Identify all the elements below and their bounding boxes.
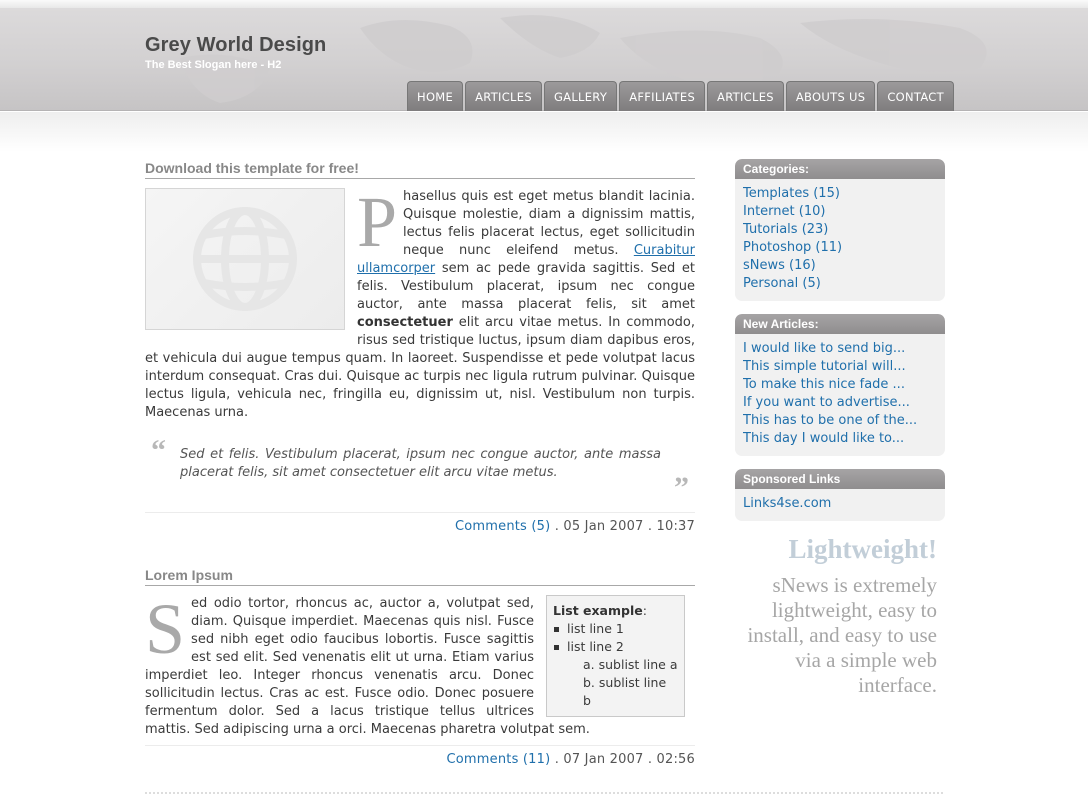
category-link[interactable]: Photoshop (11) (743, 240, 843, 255)
sidebar (735, 159, 945, 698)
post-date: . 05 Jan 2007 . 10:37 (554, 519, 695, 534)
category-link[interactable]: Tutorials (23) (743, 222, 829, 237)
article-link[interactable]: This day I would like to... (743, 431, 905, 446)
bold-text: consectetuer (357, 315, 453, 330)
site-title[interactable]: Grey World Design (145, 34, 327, 56)
nav-articles-2[interactable]: ARTICLES (707, 81, 784, 111)
close-quote-icon: ” (674, 471, 689, 504)
post-meta (145, 745, 695, 767)
bullet-list (553, 620, 678, 656)
post-body (145, 182, 695, 422)
list-example-box (546, 595, 685, 717)
quote-text: Sed et felis. Vestibulum placerat, ipsum nec congue auctor, ante massa placerat felis, sit amet consectetuer elit arcu vitae metus. (180, 447, 661, 480)
list-item: list line 2 (553, 638, 678, 656)
post-lorem-ipsum (145, 567, 695, 767)
globe-icon (170, 199, 320, 319)
curabitur-link[interactable]: Curabitur ullamcorper (357, 243, 695, 276)
category-link[interactable]: Personal (5) (743, 276, 821, 291)
post-date: . 07 Jan 2007 . 02:56 (554, 752, 695, 767)
promo-title: Lightweight! (788, 534, 937, 564)
footer-divider (145, 792, 943, 794)
open-quote-icon: “ (151, 434, 166, 467)
sublist-item: b. sublist line b (583, 675, 667, 708)
nav-home[interactable]: HOME (407, 81, 463, 111)
list-item: list line 1 (553, 620, 678, 638)
categories-title: Categories: (735, 159, 945, 179)
categories-list (735, 179, 945, 301)
main-content (145, 160, 695, 767)
post-download-template (145, 160, 695, 534)
post-title[interactable]: Lorem Ipsum (145, 567, 695, 586)
article-link[interactable]: This simple tutorial will... (743, 359, 906, 374)
post-meta (145, 512, 695, 534)
post-title[interactable]: Download this template for free! (145, 160, 695, 179)
dropcap-letter: P (357, 182, 398, 262)
post-text: ed odio tortor, rhoncus ac, auctor a, volutpat sed, diam. Quisque imperdiet. Maecenas quis nisl. Fusce sed nibh eget odio faucibus lobortis. Fusce sagittis est sed elit. Sed venenatis elit ut urna. Etiam varius imperdiet leo. Integer rhoncus venenatis arcu. Donec sollicitudin lectus. Cras ac est. Fusce odio. Donec posuere fermentum dolor. Sed a lacus tristique tellus ultrices mattis. Sed adipiscing urna a orci. Maecenas pharetra volutpat sem. (145, 596, 590, 737)
category-link[interactable]: sNews (16) (743, 258, 816, 273)
post-text-2: sem ac pede gravida sagittis. Sed et felis. Vestibulum placerat, ipsum nec congue auctor, ante massa placerat felis, sit amet (357, 261, 695, 312)
comments-link[interactable]: Comments (5) (454, 519, 551, 534)
article-link[interactable]: I would like to send big... (743, 341, 906, 356)
post-thumbnail (145, 188, 345, 330)
categories-box (735, 159, 945, 301)
post-text-3: elit arcu vitae metus. In commodo, risus sed tristique luctus, ipsum diam dapibus eros, et vehicula dui augue tempus quam. In laoreet. Suspendisse et pede volutpat lacus interdum consequat. Cras dui. Quisque ac turpis nec ligula rutrum pulvinar. Quisque lectus ligula, vehicula nec, fringilla eu, dignissim ut, nisl. Vestibulum non turpis. Maecenas urna. (145, 315, 695, 420)
new-articles-title: New Articles: (735, 314, 945, 334)
nav-gallery[interactable]: GALLERY (544, 81, 617, 111)
nav-contact[interactable]: CONTACT (877, 81, 954, 111)
new-articles-list (735, 334, 945, 456)
comments-link[interactable]: Comments (11) (446, 752, 551, 767)
nav-articles[interactable]: ARTICLES (465, 81, 542, 111)
list-title: List example: (553, 603, 647, 618)
sublist-item: a. sublist line a (583, 657, 678, 672)
promo-text: sNews is extremely lightweight, easy to install, and easy to use via a simple web interface. (747, 573, 937, 697)
sponsored-links-box (735, 469, 945, 521)
top-line (0, 0, 1088, 8)
article-link[interactable]: This has to be one of the... (743, 413, 918, 428)
sponsored-link[interactable]: Links4se.com (743, 496, 832, 511)
new-articles-box (735, 314, 945, 456)
article-link[interactable]: To make this nice fade ... (743, 377, 905, 392)
sub-list (553, 656, 678, 710)
sponsored-links-list (735, 489, 945, 521)
sponsored-links-title: Sponsored Links (735, 469, 945, 489)
article-link[interactable]: If you want to advertise... (743, 395, 910, 410)
main-nav (407, 81, 954, 111)
nav-affiliates[interactable]: AFFILIATES (619, 81, 705, 111)
post-text: hasellus quis est eget metus blandit lacinia. Quisque molestie, diam a dignissim mattis, lectus felis placerat lectus, eget sollicitudin neque nunc eleifend metus. (403, 189, 695, 258)
promo-block (735, 534, 945, 698)
category-link[interactable]: Internet (10) (743, 204, 826, 219)
header-fade (0, 112, 1088, 152)
post-body (145, 589, 695, 739)
site-slogan: The Best Slogan here - H2 (145, 59, 282, 71)
dropcap-letter: S (145, 589, 186, 669)
blockquote (145, 436, 695, 506)
category-link[interactable]: Templates (15) (743, 186, 840, 201)
nav-about-us[interactable]: ABOUTS US (786, 81, 875, 111)
